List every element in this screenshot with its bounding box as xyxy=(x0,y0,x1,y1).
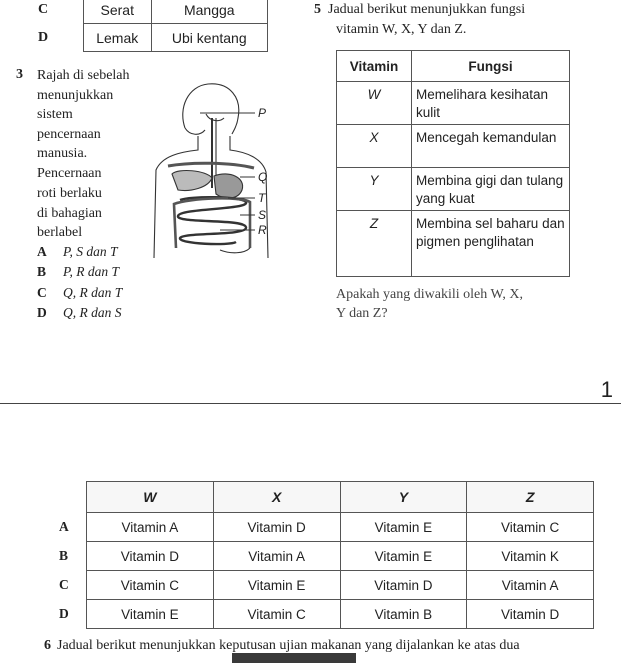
option-letter: B xyxy=(59,548,69,563)
page-number: 1 xyxy=(600,377,613,402)
question-5-ask-line-2: Y dan Z? xyxy=(336,306,388,321)
option-a[interactable] xyxy=(37,244,118,260)
table-cell: Vitamin E xyxy=(340,542,467,571)
table-cell: Vitamin E xyxy=(340,513,467,542)
table-cell: Mangga xyxy=(151,0,268,24)
answer-options-table xyxy=(58,481,594,629)
question-3-line: roti berlaku xyxy=(37,186,102,201)
header-fungsi: Fungsi xyxy=(412,51,570,82)
table-row xyxy=(20,0,268,24)
label-p: P xyxy=(258,106,267,120)
table-cell: Serat xyxy=(84,0,152,24)
table-cell: Vitamin D xyxy=(340,571,467,600)
question-5-ask xyxy=(336,285,523,323)
question-5-line-1: Jadual berikut menunjukkan fungsi xyxy=(328,2,526,17)
vitamin-function-table xyxy=(336,50,570,277)
question-3-line: berlabel xyxy=(37,225,83,240)
option-letter: B xyxy=(37,264,47,279)
vitamin-function: Membina gigi dan tulang yang kuat xyxy=(412,168,570,211)
table-row xyxy=(337,125,570,168)
question-3-line: menunjukkan xyxy=(37,88,114,103)
table-cell: Vitamin C xyxy=(87,571,214,600)
header-x: X xyxy=(213,482,340,513)
question-6-text xyxy=(44,638,520,654)
option-d[interactable] xyxy=(37,305,122,321)
vitamin-letter: X xyxy=(337,125,412,168)
option-c[interactable] xyxy=(37,285,122,301)
table-cell: Vitamin K xyxy=(467,542,594,571)
option-letter: D xyxy=(59,606,69,621)
header-z: Z xyxy=(467,482,594,513)
header-w: W xyxy=(87,482,214,513)
vitamin-function: Membina sel baharu dan pigmen penglihatan xyxy=(412,211,570,277)
table-header-row xyxy=(58,482,594,513)
table-cell: Vitamin D xyxy=(467,600,594,629)
vitamin-letter: Z xyxy=(337,211,412,277)
question-5-ask-line-1: Apakah yang diwakili oleh W, X, xyxy=(336,287,524,302)
table-cell: Vitamin D xyxy=(213,513,340,542)
question-3-line: pencernaan xyxy=(37,127,101,142)
table-cell: Vitamin A xyxy=(467,571,594,600)
option-text: P, S dan T xyxy=(63,244,118,259)
option-text: P, R dan T xyxy=(63,264,120,279)
question-3-line: sistem xyxy=(37,107,73,122)
vitamin-letter: W xyxy=(337,82,412,125)
question-3-line: di bahagian xyxy=(37,206,102,221)
table-row xyxy=(337,82,570,125)
table-cell: Vitamin A xyxy=(87,513,214,542)
option-letter: C xyxy=(37,285,47,300)
page-divider xyxy=(0,403,621,404)
vitamin-function: Mencegah kemandulan xyxy=(412,125,570,168)
option-letter: C xyxy=(38,1,49,17)
question-3-line: Rajah di sebelah xyxy=(37,68,130,83)
question-5-text xyxy=(314,0,525,40)
question-5-line-2: vitamin W, X, Y dan Z. xyxy=(336,22,467,37)
question-6-number: 6 xyxy=(44,638,51,653)
table-cell: Vitamin E xyxy=(87,600,214,629)
table-row xyxy=(20,24,268,52)
question-3-number: 3 xyxy=(16,67,23,82)
option-letter: A xyxy=(59,519,69,534)
table-cell: Vitamin E xyxy=(213,571,340,600)
question-3-line: manusia. xyxy=(37,146,88,161)
header-vitamin: Vitamin xyxy=(337,51,412,82)
option-letter: D xyxy=(38,29,49,45)
table-row xyxy=(337,168,570,211)
option-letter: D xyxy=(37,305,47,320)
label-t: T xyxy=(258,191,266,205)
question-6-line: Jadual berikut menunjukkan keputusan ujian makanan yang dijalankan ke atas dua xyxy=(57,638,520,653)
option-letter: C xyxy=(59,577,69,592)
vitamin-letter: Y xyxy=(337,168,412,211)
previous-question-table xyxy=(20,0,268,52)
header-y: Y xyxy=(340,482,467,513)
table-cell: Vitamin B xyxy=(340,600,467,629)
option-text: Q, R dan T xyxy=(63,285,123,300)
table-corner xyxy=(58,482,87,513)
table-cell: Vitamin D xyxy=(87,542,214,571)
label-q: Q xyxy=(258,170,268,184)
table-cell: Vitamin A xyxy=(213,542,340,571)
option-b[interactable] xyxy=(37,264,119,280)
table-cell: Vitamin C xyxy=(467,513,594,542)
page-redaction-bar xyxy=(232,653,356,663)
answer-row-a[interactable] xyxy=(58,513,594,542)
table-header-row xyxy=(337,51,570,82)
label-s: S xyxy=(258,208,267,222)
vitamin-function: Memelihara kesihatan kulit xyxy=(412,82,570,125)
question-5-number: 5 xyxy=(314,2,321,17)
table-cell: Ubi kentang xyxy=(151,24,268,52)
table-row xyxy=(337,211,570,277)
option-text: Q, R dan S xyxy=(63,305,122,320)
label-r: R xyxy=(258,223,267,237)
answer-row-b[interactable] xyxy=(58,542,594,571)
option-letter: A xyxy=(37,244,47,259)
table-cell: Lemak xyxy=(84,24,152,52)
table-cell: Vitamin C xyxy=(213,600,340,629)
answer-row-d[interactable] xyxy=(58,600,594,629)
question-3-line: Pencernaan xyxy=(37,166,102,181)
answer-row-c[interactable] xyxy=(58,571,594,600)
